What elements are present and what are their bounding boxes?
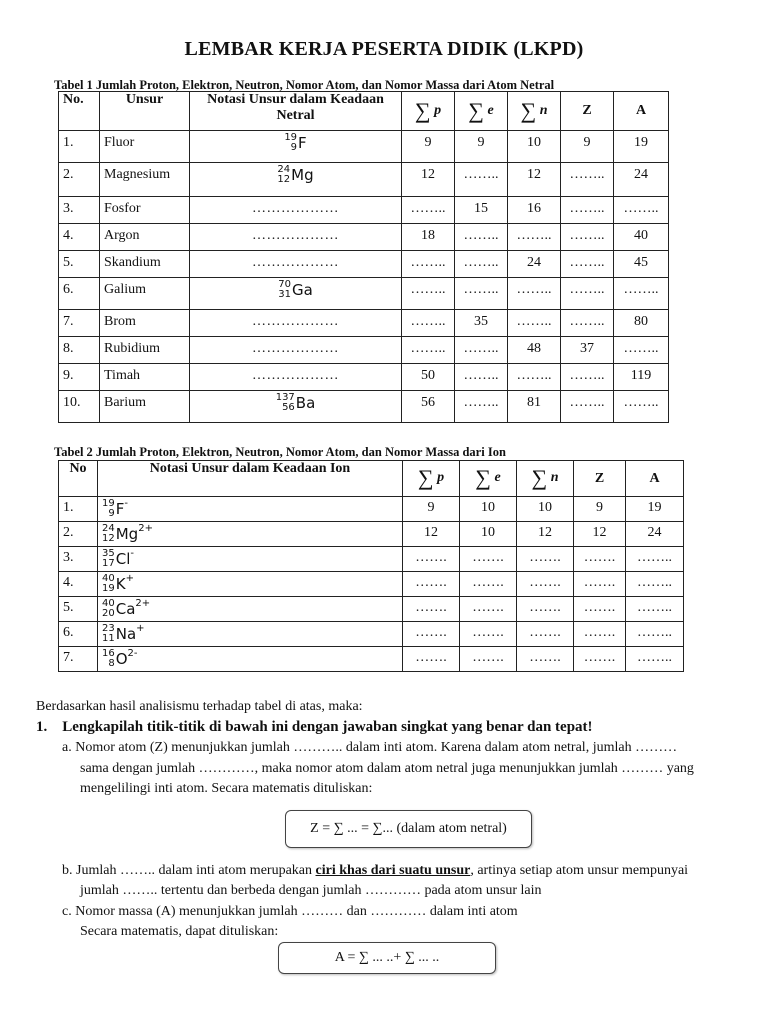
item-c-line1: c. Nomor massa (A) menunjukkan jumlah ……… dan ………… dalam inti atom <box>62 904 518 919</box>
cell-p: 9 <box>402 131 455 163</box>
cell-a: …….. <box>614 337 669 364</box>
cell-a: 80 <box>614 310 669 337</box>
header-sum-p: ∑ p <box>403 461 460 497</box>
cell-n: 48 <box>508 337 561 364</box>
cell-e: …….. <box>455 337 508 364</box>
cell-no: 8. <box>59 337 100 364</box>
header-sum-n: ∑ n <box>508 92 561 131</box>
cell-e: ……. <box>460 647 517 672</box>
question-instruction: Lengkapilah titik-titik di bawah ini dengan jawaban singkat yang benar dan tepat! <box>62 719 593 735</box>
cell-n: ……. <box>517 547 574 572</box>
table1-caption: Tabel 1 Jumlah Proton, Elektron, Neutron, Nomor Atom, dan Nomor Massa dari Atom Netral <box>54 78 555 92</box>
item-c-line2: Secara matematis, dapat dituliskan: <box>80 924 279 939</box>
cell-a: …….. <box>626 622 684 647</box>
nuclide-notation: 24 12 $Mg^{2+}$ <box>102 523 153 544</box>
cell-no: 6. <box>59 278 100 310</box>
header-sum-e: ∑ e <box>460 461 517 497</box>
table2-caption: Tabel 2 Jumlah Proton, Elektron, Neutron, Nomor Atom, dan Nomor Massa dari Ion <box>54 445 506 459</box>
cell-p: ……. <box>403 547 460 572</box>
cell-unsur: Fluor <box>100 131 190 163</box>
header-notasi <box>190 92 402 131</box>
header-sum-e: ∑ e <box>455 92 508 131</box>
cell-no: 7. <box>59 310 100 337</box>
cell-z: 12 <box>574 522 626 547</box>
table-row <box>59 547 684 572</box>
cell-ion <box>98 647 403 672</box>
cell-no: 1. <box>59 131 100 163</box>
cell-p: …….. <box>402 278 455 310</box>
cell-p: 12 <box>403 522 460 547</box>
table2-ions <box>58 460 684 672</box>
cell-a: …….. <box>626 547 684 572</box>
cell-a: 24 <box>614 163 669 197</box>
cell-a: 24 <box>626 522 684 547</box>
cell-notasi <box>190 278 402 310</box>
cell-no: 6. <box>59 622 98 647</box>
table2-header-row <box>59 461 684 497</box>
cell-e: 9 <box>455 131 508 163</box>
cell-z: …….. <box>561 163 614 197</box>
cell-p: 18 <box>402 224 455 251</box>
header-notasi-line2: Netral <box>276 108 315 123</box>
cell-notasi: ……………… <box>190 251 402 278</box>
cell-e: …….. <box>455 251 508 278</box>
cell-z: …….. <box>561 278 614 310</box>
cell-e: ……. <box>460 597 517 622</box>
cell-z: ……. <box>574 647 626 672</box>
cell-unsur: Magnesium <box>100 163 190 197</box>
sum-icon: ∑ <box>468 97 484 123</box>
table-row <box>59 597 684 622</box>
cell-no: 5. <box>59 251 100 278</box>
cell-n: 24 <box>508 251 561 278</box>
header-no: No. <box>59 92 100 131</box>
sum-icon: ∑ <box>414 97 431 123</box>
cell-no: 4. <box>59 572 98 597</box>
cell-a: …….. <box>614 391 669 423</box>
cell-ion <box>98 572 403 597</box>
sum-icon: ∑ <box>417 465 434 491</box>
cell-notasi <box>190 391 402 423</box>
cell-p: 50 <box>402 364 455 391</box>
cell-n: 10 <box>517 497 574 522</box>
cell-ion <box>98 597 403 622</box>
table-row <box>59 197 669 224</box>
table-row <box>59 391 669 423</box>
formula-a: A = ∑ ... ..+ ∑ ... .. <box>334 950 440 965</box>
cell-n: …….. <box>508 278 561 310</box>
cell-p: 12 <box>402 163 455 197</box>
cell-ion <box>98 497 403 522</box>
cell-no: 7. <box>59 647 98 672</box>
cell-n: ……. <box>517 572 574 597</box>
table-row <box>59 278 669 310</box>
cell-a: 19 <box>626 497 684 522</box>
table-row <box>59 497 684 522</box>
cell-a: …….. <box>626 647 684 672</box>
table-row <box>59 622 684 647</box>
cell-unsur: Galium <box>100 278 190 310</box>
table1-header-row <box>59 92 669 131</box>
cell-p: 56 <box>402 391 455 423</box>
cell-z: …….. <box>561 391 614 423</box>
cell-z: ……. <box>574 547 626 572</box>
header-a: A <box>614 92 669 131</box>
header-notasi-line1: Notasi Unsur dalam Keadaan <box>207 92 384 107</box>
header-a: A <box>626 461 684 497</box>
cell-z: …….. <box>561 197 614 224</box>
cell-no: 5. <box>59 597 98 622</box>
cell-notasi: ……………… <box>190 197 402 224</box>
cell-a: …….. <box>626 572 684 597</box>
cell-p: …….. <box>402 310 455 337</box>
header-z: Z <box>574 461 626 497</box>
cell-n: …….. <box>508 310 561 337</box>
cell-p: …….. <box>402 197 455 224</box>
item-a-line3: mengelilingi inti atom. Secara matematis dituliskan: <box>80 781 373 796</box>
table-row <box>59 572 684 597</box>
emphasis-text: ciri khas dari suatu unsur <box>315 863 471 878</box>
cell-p: …….. <box>402 251 455 278</box>
table-row <box>59 224 669 251</box>
cell-n: 10 <box>508 131 561 163</box>
cell-n: ……. <box>517 622 574 647</box>
table1-neutral-atoms <box>58 91 669 423</box>
cell-z: …….. <box>561 251 614 278</box>
cell-notasi: ……………… <box>190 337 402 364</box>
formula-a-box <box>278 942 496 974</box>
item-b-line1: b. Jumlah …….. dalam inti atom merupakan ciri khas dari suatu unsur, artinya setiap atom unsur mempunyai <box>62 863 689 878</box>
header-sum-n: ∑ n <box>517 461 574 497</box>
nuclide-notation: 70 31 Ga <box>278 279 313 300</box>
sum-icon: ∑ <box>475 465 491 491</box>
cell-p: ……. <box>403 622 460 647</box>
cell-a: …….. <box>614 197 669 224</box>
cell-notasi <box>190 163 402 197</box>
cell-unsur: Brom <box>100 310 190 337</box>
cell-no: 3. <box>59 197 100 224</box>
cell-p: ……. <box>403 597 460 622</box>
table-row <box>59 522 684 547</box>
header-no: No <box>59 461 98 497</box>
cell-z: ……. <box>574 572 626 597</box>
cell-z: 9 <box>561 131 614 163</box>
nuclide-notation: 19 9 F <box>284 132 307 153</box>
cell-a: …….. <box>614 278 669 310</box>
sum-icon: ∑ <box>531 465 548 491</box>
cell-no: 3. <box>59 547 98 572</box>
cell-no: 9. <box>59 364 100 391</box>
cell-n: ……. <box>517 597 574 622</box>
cell-no: 10. <box>59 391 100 423</box>
cell-e: ……. <box>460 547 517 572</box>
cell-z: ……. <box>574 622 626 647</box>
cell-a: …….. <box>626 597 684 622</box>
cell-ion <box>98 522 403 547</box>
cell-notasi: ……………… <box>190 224 402 251</box>
intro-text: Berdasarkan hasil analisismu terhadap tabel di atas, maka: <box>36 699 363 714</box>
nuclide-notation: 137 56 Ba <box>275 392 316 413</box>
cell-e: 35 <box>455 310 508 337</box>
cell-e: 10 <box>460 497 517 522</box>
cell-notasi: ……………… <box>190 310 402 337</box>
table-row <box>59 131 669 163</box>
nuclide-notation: 23 11 Na+ <box>102 623 145 644</box>
cell-unsur: Barium <box>100 391 190 423</box>
table-row <box>59 337 669 364</box>
cell-z: 37 <box>561 337 614 364</box>
cell-no: 2. <box>59 163 100 197</box>
cell-n: 12 <box>517 522 574 547</box>
cell-e: …….. <box>455 391 508 423</box>
cell-z: 9 <box>574 497 626 522</box>
cell-notasi: ……………… <box>190 364 402 391</box>
item-a-line2: sama dengan jumlah …………, maka nomor atom dalam atom netral juga menunjukkan jumlah ……… yang <box>80 761 694 776</box>
cell-n: 81 <box>508 391 561 423</box>
cell-unsur: Rubidium <box>100 337 190 364</box>
nuclide-notation: 24 12 Mg <box>277 164 314 185</box>
cell-no: 4. <box>59 224 100 251</box>
cell-n: …….. <box>508 364 561 391</box>
table-row <box>59 647 684 672</box>
table-row <box>59 364 669 391</box>
header-unsur: Unsur <box>100 92 190 131</box>
cell-e: …….. <box>455 278 508 310</box>
item-b-line2: jumlah …….. tertentu dan berbeda dengan jumlah ………… pada atom unsur lain <box>80 883 542 898</box>
cell-z: …….. <box>561 310 614 337</box>
header-z: Z <box>561 92 614 131</box>
cell-e: …….. <box>455 364 508 391</box>
cell-no: 2. <box>59 522 98 547</box>
cell-e: 10 <box>460 522 517 547</box>
table-row <box>59 251 669 278</box>
cell-n: ……. <box>517 647 574 672</box>
cell-p: ……. <box>403 572 460 597</box>
cell-ion <box>98 622 403 647</box>
cell-n: 12 <box>508 163 561 197</box>
cell-n: …….. <box>508 224 561 251</box>
cell-a: 119 <box>614 364 669 391</box>
question-number: 1. <box>36 719 48 735</box>
item-a-line1: a. Nomor atom (Z) menunjukkan jumlah ……….. dalam inti atom. Karena dalam atom netral, jumlah ……… <box>62 740 678 755</box>
sum-icon: ∑ <box>520 97 537 123</box>
cell-e: …….. <box>455 163 508 197</box>
page-title: LEMBAR KERJA PESERTA DIDIK (LKPD) <box>184 38 584 60</box>
cell-a: 45 <box>614 251 669 278</box>
nuclide-notation: 16 8 $O^{2-}$ <box>102 648 138 669</box>
cell-z: ……. <box>574 597 626 622</box>
cell-e: …….. <box>455 224 508 251</box>
cell-z: …….. <box>561 364 614 391</box>
nuclide-notation: 40 20 $Ca^{2+}$ <box>102 598 151 619</box>
cell-unsur: Skandium <box>100 251 190 278</box>
table-row <box>59 163 669 197</box>
nuclide-notation: 19 9 F- <box>102 498 128 519</box>
nuclide-notation: 35 17 Cl- <box>102 548 134 569</box>
cell-p: ……. <box>403 647 460 672</box>
cell-p: …….. <box>402 337 455 364</box>
cell-e: ……. <box>460 572 517 597</box>
cell-z: …….. <box>561 224 614 251</box>
cell-unsur: Timah <box>100 364 190 391</box>
cell-ion <box>98 547 403 572</box>
nuclide-notation: 40 19 K+ <box>102 573 134 594</box>
cell-unsur: Argon <box>100 224 190 251</box>
formula-z-box <box>285 810 532 848</box>
cell-no: 1. <box>59 497 98 522</box>
cell-notasi <box>190 131 402 163</box>
header-notasi-ion: Notasi Unsur dalam Keadaan Ion <box>98 461 403 497</box>
formula-z: Z = ∑ ... = ∑... (dalam atom netral) <box>310 821 507 836</box>
cell-a: 40 <box>614 224 669 251</box>
question-1 <box>36 717 593 737</box>
cell-a: 19 <box>614 131 669 163</box>
table-row <box>59 310 669 337</box>
cell-n: 16 <box>508 197 561 224</box>
cell-p: 9 <box>403 497 460 522</box>
header-sum-p: ∑ p <box>402 92 455 131</box>
cell-e: 15 <box>455 197 508 224</box>
cell-e: ……. <box>460 622 517 647</box>
cell-unsur: Fosfor <box>100 197 190 224</box>
